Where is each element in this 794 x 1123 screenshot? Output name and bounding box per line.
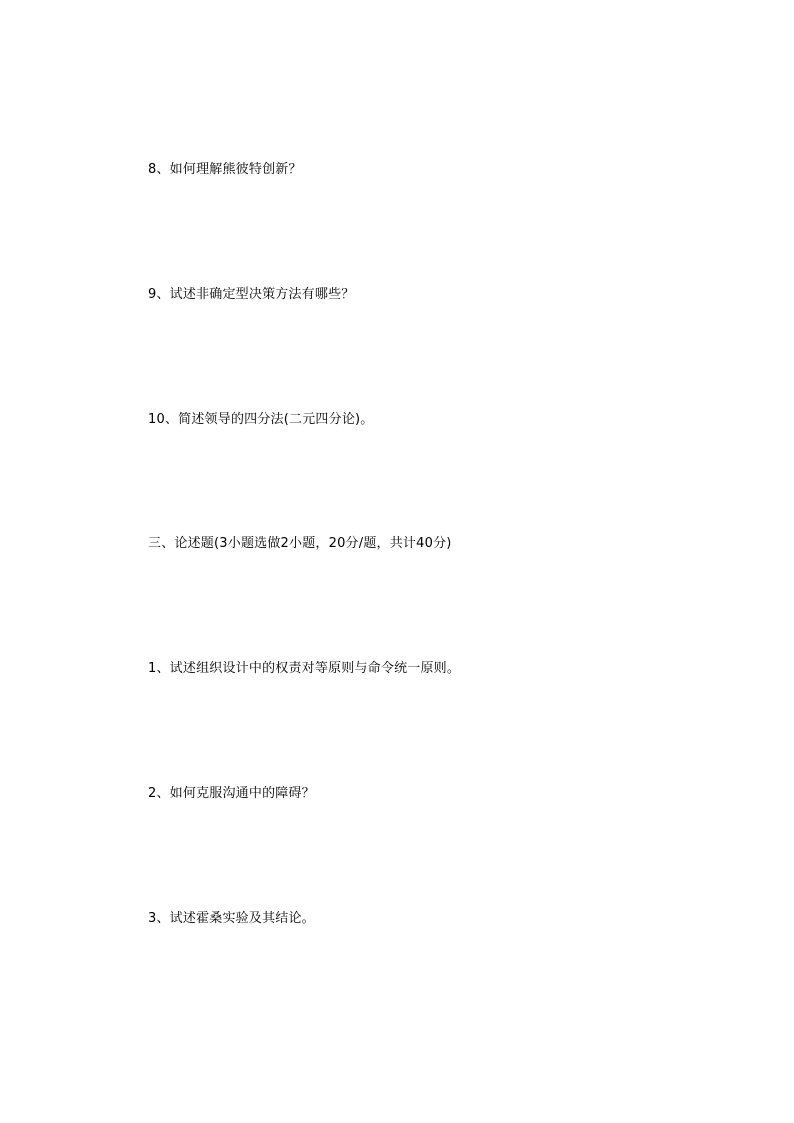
question-9: 9、试述非确定型决策方法有哪些？ <box>148 287 355 302</box>
question-8: 8、如何理解熊彼特创新？ <box>148 162 302 177</box>
section-3-heading: 三、论述题(3小题选做2小题，20分/题，共计40分) <box>148 536 452 551</box>
question-10: 10、简述领导的四分法(二元四分论)。 <box>148 412 374 427</box>
essay-question-3: 3、试述霍桑实验及其结论。 <box>148 911 315 926</box>
essay-question-2: 2、如何克服沟通中的障碍？ <box>148 786 315 801</box>
essay-question-1: 1、试述组织设计中的权责对等原则与命令统一原则。 <box>148 661 461 676</box>
